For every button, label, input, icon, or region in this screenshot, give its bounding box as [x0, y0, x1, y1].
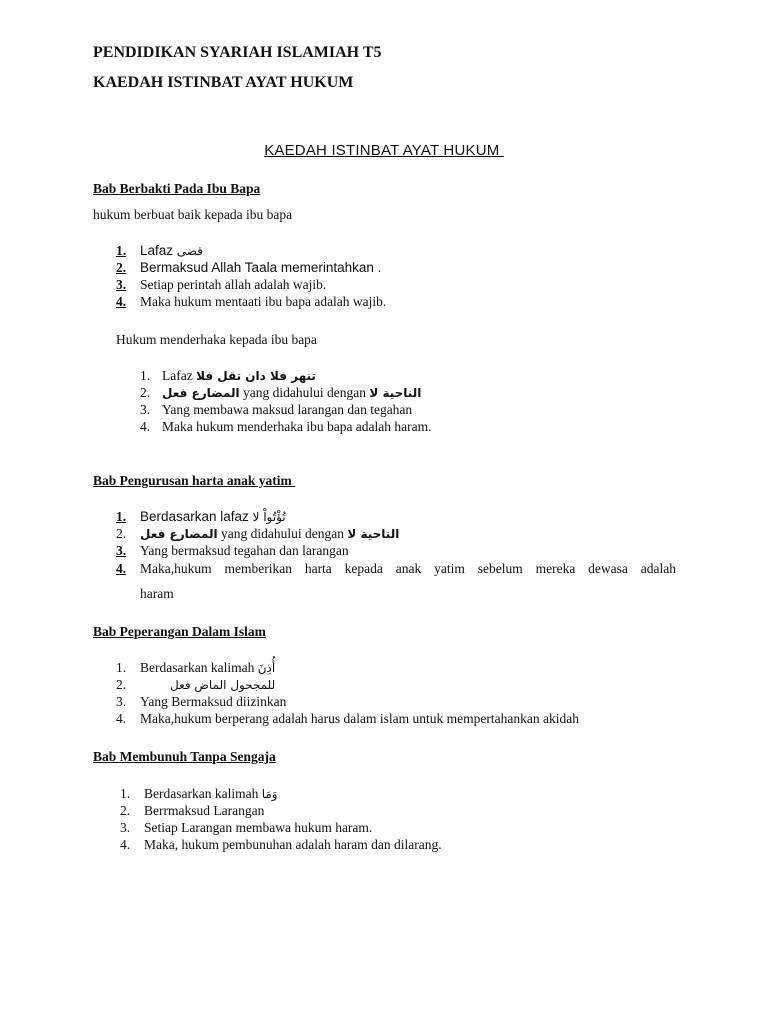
section-title-membunuh: Bab Membunuh Tanpa Sengaja: [93, 749, 276, 764]
document-title: PENDIDIKAN SYARIAH ISLAMIAH T5: [93, 44, 382, 61]
list-item: 1. Lafaz تنهر فلا دان تقل فلا: [140, 368, 316, 383]
list-item: 4. Maka hukum menderhaka ibu bapa adalah haram.: [140, 419, 432, 434]
section-title-harta: Bab Pengurusan harta anak yatim: [93, 473, 296, 488]
list-item: 2. المضارع فعل yang didahului dengan الناحية لا: [116, 526, 400, 541]
list-item: 3. Setiap perintah allah adalah wajib.: [116, 277, 327, 292]
list-item: 3. Yang bermaksud tegahan dan larangan: [116, 543, 349, 558]
list-item: 4. Maka, hukum pembunuhan adalah haram dan dilarang.: [120, 837, 442, 852]
list-item: 2. Berrmaksud Larangan: [120, 803, 265, 818]
list-item: 3. Setiap Larangan membawa hukum haram.: [120, 820, 373, 835]
list-item: 2. Bermaksud Allah Taala memerintahkan .: [116, 260, 382, 275]
list-item: 1. Lafaz قضى: [116, 243, 203, 258]
list-item: 1. Berdasarkan lafaz تُؤْتُواْ لا: [116, 509, 286, 524]
list-item-continuation: haram: [140, 586, 174, 601]
section-title-peperangan: Bab Peperangan Dalam Islam: [93, 624, 266, 639]
list-item: 2. للمجحول الماض فعل: [116, 677, 276, 692]
sub-heading: Hukum menderhaka kepada ibu bapa: [116, 332, 317, 347]
list-item: 1. Berdasarkan kalimah وَمَا: [120, 786, 278, 801]
list-item: 2. المضارع فعل yang didahului dengan الناحية لا: [140, 385, 422, 400]
section-intro: hukum berbuat baik kepada ibu bapa: [93, 207, 293, 222]
list-item: 3. Yang Bermaksud diizinkan: [116, 694, 287, 709]
list-item: 4. Maka,hukum memberikan harta kepada anak yatim sebelum mereka dewasa adalah: [116, 561, 676, 576]
list-item: 4. Maka,hukum berperang adalah harus dalam islam untuk mempertahankan akidah: [116, 711, 579, 726]
list-item: 1. Berdasarkan kalimah أُذِنَ: [116, 660, 276, 675]
center-title: KAEDAH ISTINBAT AYAT HUKUM: [264, 142, 500, 159]
list-item: 4. Maka hukum mentaati ibu bapa adalah wajib.: [116, 294, 387, 309]
section-title-berbakti: Bab Berbakti Pada Ibu Bapa: [93, 181, 261, 196]
list-item: 3. Yang membawa maksud larangan dan tegahan: [140, 402, 413, 417]
document-subtitle: KAEDAH ISTINBAT AYAT HUKUM: [93, 74, 354, 91]
